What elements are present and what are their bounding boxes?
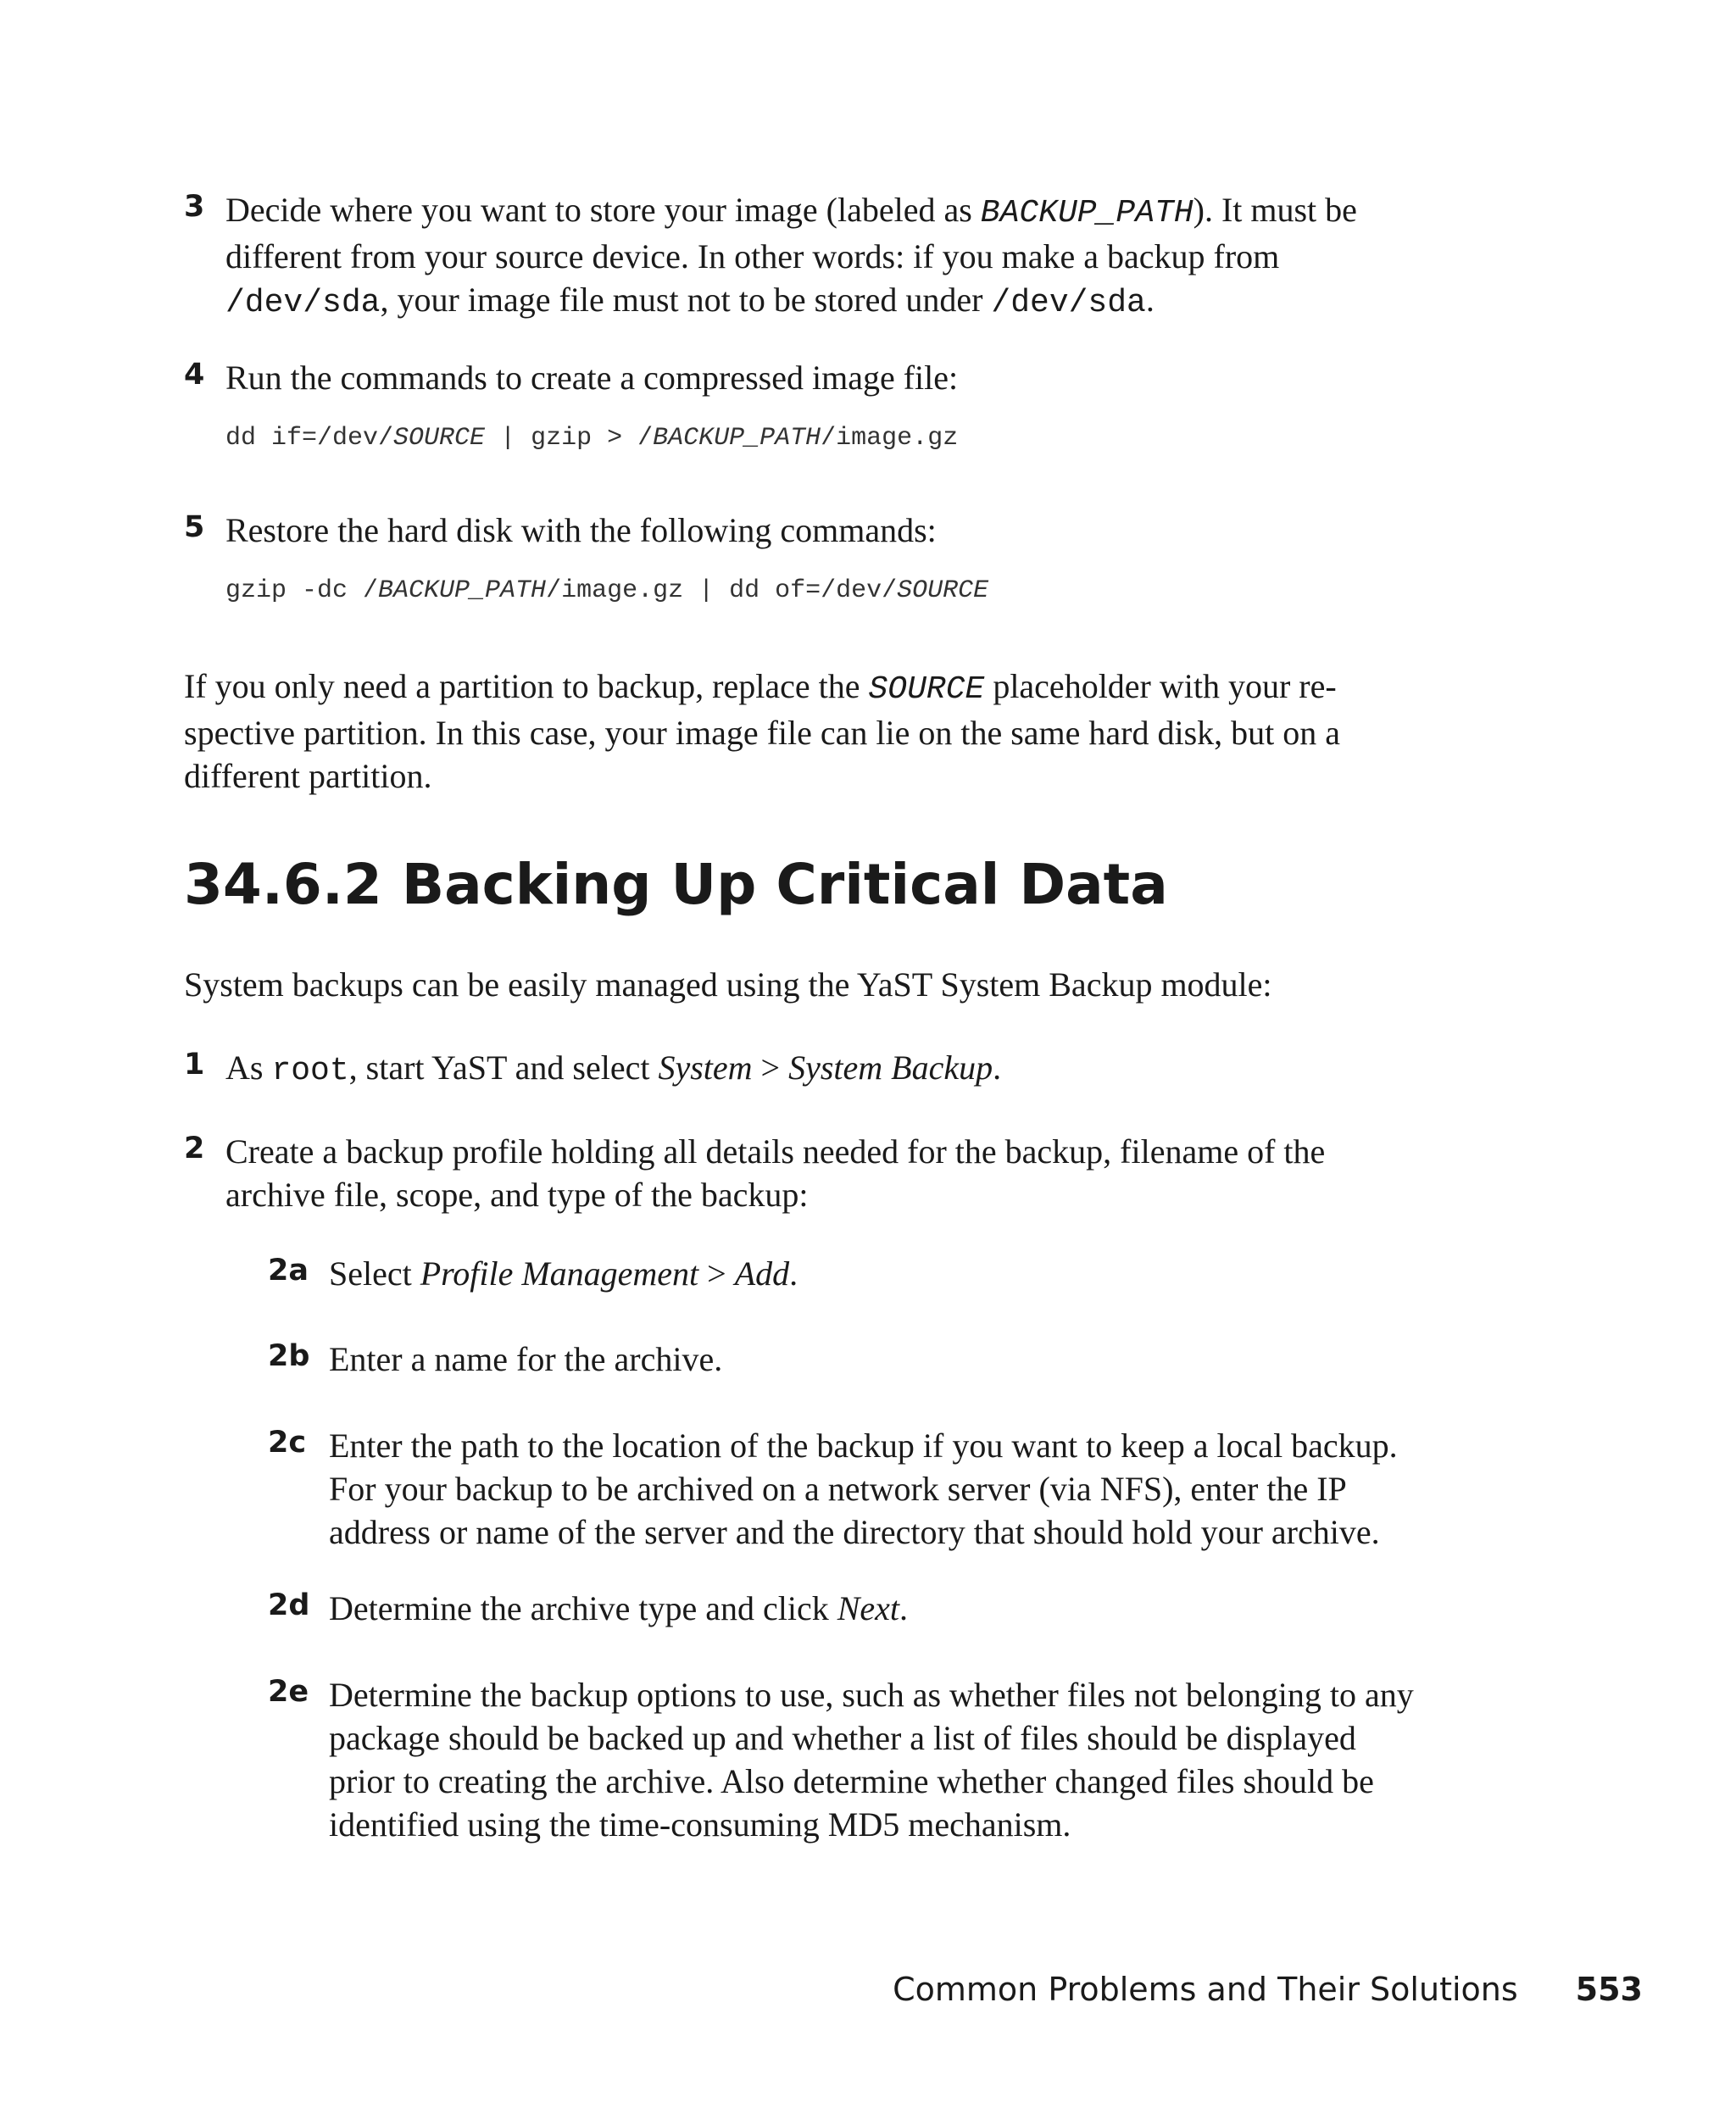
step-text: Create a backup profile holding all details needed for the backup, filename of the archive file, scope, and type of the backup: <box>225 1132 1326 1214</box>
inline-code: /dev/sda <box>991 285 1146 321</box>
substep-2c <box>268 1424 1421 1554</box>
substep-number: 2c <box>268 1426 307 1460</box>
code-block: dd if=/dev/SOURCE | gzip > /BACKUP_PATH/image.gz <box>225 424 959 453</box>
substep-text: Enter a name for the archive. <box>329 1340 723 1378</box>
inline-code: SOURCE <box>868 671 985 708</box>
substep-number: 2e <box>268 1675 309 1709</box>
menu-path-system-backup: System Backup <box>788 1048 993 1087</box>
step-number: 1 <box>184 1048 205 1082</box>
page-footer <box>893 1971 1643 2008</box>
substep-text: Determine the backup options to use, such as whether files not belonging to any package should be backed up and whether a list of files should be displayed prior to creating the archive. Also determine whether changed files should be identified using the time-consuming MD5 mechanism. <box>329 1676 1414 1844</box>
footer-chapter-title: Common Problems and Their Solutions <box>893 1971 1518 2008</box>
step-number: 4 <box>184 358 205 392</box>
substep-2a <box>268 1252 1421 1295</box>
section-heading: 34.6.2 Backing Up Critical Data <box>184 852 1168 917</box>
inline-code: root <box>271 1053 349 1089</box>
step-number: 3 <box>184 190 205 224</box>
step-2 <box>184 1130 1430 1216</box>
substep-text: Enter the path to the location of the backup if you want to keep a local backup. For your backup to be archived on a network server (via NFS), enter the IP address or name of the server and the directory that should hold your archive. <box>329 1427 1398 1551</box>
step-number: 2 <box>184 1132 205 1165</box>
step-text: As root, start YaST and select System > System Backup. <box>225 1048 1002 1089</box>
substep-number: 2a <box>268 1254 309 1288</box>
substep-number: 2b <box>268 1339 310 1373</box>
page-number: 553 <box>1575 1971 1643 2008</box>
substep-number: 2d <box>268 1588 310 1622</box>
substep-text: Determine the archive type and click Next. <box>329 1589 909 1627</box>
step-text: Run the commands to create a compressed image file: <box>225 359 959 397</box>
substep-2e <box>268 1673 1421 1846</box>
inline-code: BACKUP_PATH <box>980 195 1194 231</box>
step-text: Decide where you want to store your image (labeled as BACKUP_PATH). It must be different from your source device. In other words: if you make a backup from /dev/sda, your image file must not to be stored under /dev/sda. <box>225 191 1357 321</box>
step-text: Restore the hard disk with the following commands: <box>225 511 937 549</box>
section-intro: System backups can be easily managed using the YaST System Backup module: <box>184 965 1272 1004</box>
code-block: gzip -dc /BACKUP_PATH/image.gz | dd of=/dev/SOURCE <box>225 576 989 605</box>
step-5 <box>184 509 1430 552</box>
substep-2b <box>268 1338 1421 1381</box>
menu-path-system: System <box>658 1048 753 1087</box>
step-number: 5 <box>184 510 205 544</box>
substep-text: Select Profile Management > Add. <box>329 1254 798 1293</box>
partition-note: If you only need a partition to backup, replace the SOURCE placeholder with your respective partition. In this case, your image file can lie on the same hard disk, but on a different partition. <box>184 667 1341 795</box>
step-4 <box>184 356 1430 399</box>
step-1 <box>184 1046 1430 1093</box>
substep-2d <box>268 1587 1421 1630</box>
inline-code: /dev/sda <box>225 285 381 321</box>
step-3 <box>184 188 1430 325</box>
